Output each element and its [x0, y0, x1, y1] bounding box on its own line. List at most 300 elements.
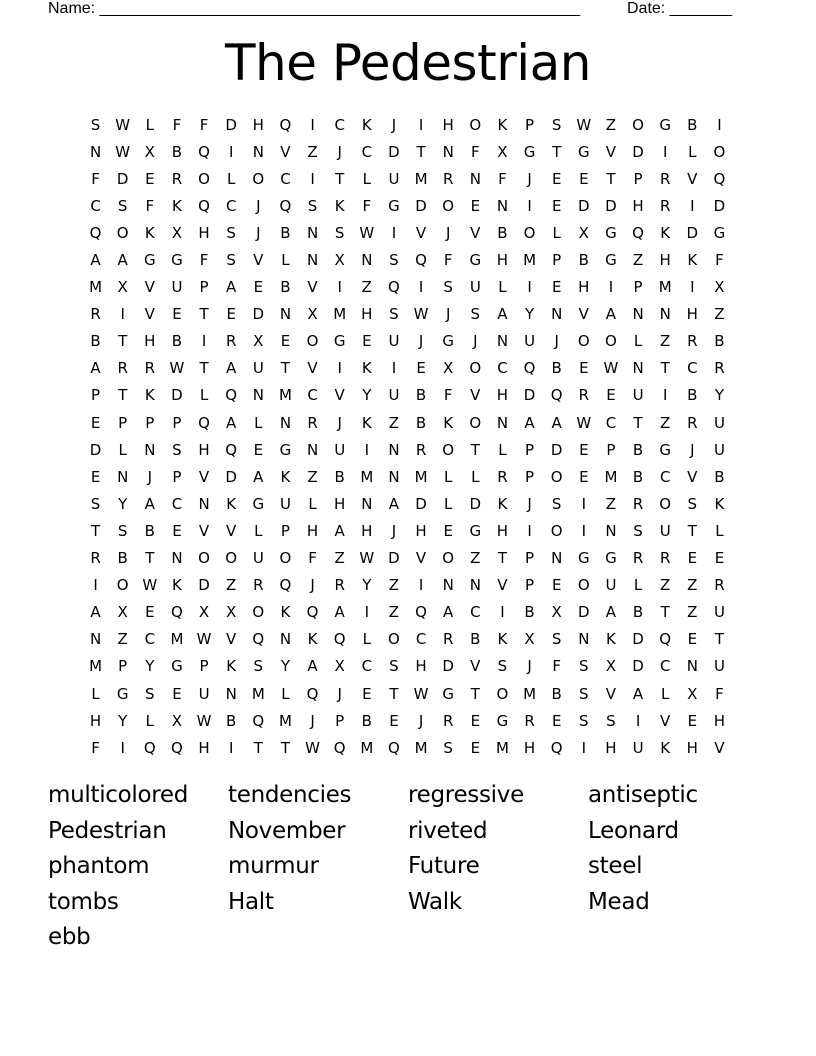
grid-letter: H	[198, 738, 210, 757]
grid-letter: P	[525, 549, 535, 568]
grid-letter: P	[525, 576, 535, 595]
word-bank-item: Leonard	[588, 817, 679, 844]
grid-letter: O	[116, 223, 129, 242]
grid-letter: M	[414, 467, 428, 486]
grid-letter: B	[497, 223, 508, 242]
grid-letter: I	[201, 332, 207, 351]
grid-letter: E	[362, 684, 372, 703]
grid-letter: F	[91, 169, 100, 188]
grid-letter: I	[228, 142, 234, 161]
grid-letter: C	[659, 467, 671, 486]
grid-letter: A	[90, 603, 101, 622]
grid-letter: V	[198, 521, 210, 540]
grid-letter: R	[334, 576, 345, 595]
grid-letter: N	[551, 549, 563, 568]
grid-letter: A	[144, 494, 155, 513]
grid-letter: G	[578, 142, 590, 161]
grid-letter: H	[415, 657, 427, 676]
grid-letter: E	[687, 549, 698, 568]
grid-letter: Z	[714, 305, 725, 324]
grid-letter: W	[196, 630, 212, 649]
grid-letter: B	[144, 521, 155, 540]
grid-letter: H	[686, 305, 698, 324]
grid-letter: S	[606, 711, 616, 730]
grid-letter: M	[658, 278, 672, 297]
grid-letter: I	[120, 305, 125, 324]
grid-letter: B	[578, 251, 589, 270]
grid-letter: F	[715, 251, 724, 270]
grid-letter: W	[196, 711, 212, 730]
grid-letter: L	[633, 576, 643, 595]
grid-letter: N	[469, 576, 481, 595]
grid-letter: I	[690, 278, 695, 297]
word-bank-item: tendencies	[228, 782, 352, 808]
grid-letter: T	[145, 549, 155, 568]
grid-letter: H	[144, 332, 156, 351]
grid-letter: S	[579, 684, 589, 703]
grid-letter: B	[280, 223, 291, 242]
grid-letter: X	[198, 603, 210, 622]
grid-letter: I	[527, 521, 532, 540]
grid-letter: C	[687, 359, 698, 378]
grid-letter: B	[280, 278, 291, 297]
grid-letter: K	[361, 359, 372, 378]
grid-letter: P	[199, 278, 209, 297]
grid-letter: K	[660, 738, 671, 757]
grid-letter: T	[660, 359, 670, 378]
grid-letter: K	[660, 223, 671, 242]
grid-letter: B	[415, 386, 427, 405]
grid-letter: R	[524, 711, 535, 730]
grid-letter: D	[686, 223, 699, 242]
grid-letter: I	[527, 196, 532, 215]
grid-letter: N	[496, 413, 509, 432]
grid-letter: B	[714, 332, 725, 351]
grid-letter: N	[605, 521, 617, 540]
word-bank-item: Walk	[408, 888, 462, 915]
grid-letter: N	[686, 657, 698, 676]
grid-letter: S	[551, 115, 562, 134]
grid-letter: W	[413, 684, 429, 703]
grid-letter: B	[687, 115, 698, 134]
grid-letter: A	[226, 413, 237, 432]
grid-letter: B	[226, 711, 237, 730]
grid-letter: O	[577, 332, 590, 351]
page-title: The Pedestrian	[225, 34, 591, 92]
grid-letter: Q	[252, 711, 265, 730]
grid-letter: T	[687, 521, 697, 540]
grid-letter: N	[659, 305, 671, 324]
grid-letter: L	[688, 142, 697, 161]
grid-letter: E	[90, 467, 101, 486]
grid-letter: Z	[388, 413, 400, 432]
grid-letter: A	[388, 494, 400, 513]
grid-letter: V	[687, 169, 698, 188]
grid-letter: D	[578, 603, 590, 622]
grid-letter: I	[120, 738, 125, 757]
grid-letter: Y	[362, 386, 372, 405]
grid-letter: Z	[334, 549, 345, 568]
grid-letter: L	[281, 251, 290, 270]
grid-letter: J	[337, 684, 342, 703]
grid-letter: T	[714, 630, 725, 649]
grid-letter: Z	[470, 549, 481, 568]
grid-letter: Q	[143, 738, 156, 757]
grid-letter: V	[470, 223, 481, 242]
grid-letter: S	[579, 657, 589, 676]
grid-letter: W	[359, 549, 375, 568]
grid-letter: E	[551, 711, 562, 730]
grid-letter: A	[605, 305, 617, 324]
grid-letter: O	[550, 467, 563, 486]
grid-letter: X	[687, 684, 698, 703]
grid-letter: J	[690, 440, 695, 459]
grid-letter: K	[497, 494, 508, 513]
grid-letter: L	[254, 521, 263, 540]
grid-letter: C	[361, 142, 373, 161]
grid-letter: I	[418, 115, 424, 134]
grid-letter: S	[579, 711, 589, 730]
grid-letter: Q	[198, 142, 210, 161]
grid-letter: M	[360, 467, 374, 486]
grid-letter: H	[496, 521, 509, 540]
grid-letter: Y	[280, 657, 291, 676]
grid-letter: I	[717, 115, 722, 134]
grid-letter: O	[442, 440, 455, 459]
grid-letter: R	[497, 467, 508, 486]
grid-letter: E	[470, 738, 481, 757]
grid-letter: R	[90, 305, 101, 324]
grid-letter: D	[578, 196, 590, 215]
grid-letter: V	[144, 305, 155, 324]
grid-letter: T	[118, 332, 128, 351]
grid-letter: R	[90, 549, 101, 568]
grid-letter: Z	[687, 576, 698, 595]
grid-letter: R	[659, 549, 671, 568]
grid-letter: B	[171, 142, 183, 161]
grid-letter: K	[226, 494, 237, 513]
grid-letter: E	[551, 169, 562, 188]
grid-letter: D	[415, 196, 427, 215]
grid-letter: X	[497, 142, 508, 161]
grid-letter: U	[469, 278, 481, 297]
grid-letter: A	[443, 603, 454, 622]
grid-letter: G	[252, 494, 265, 513]
grid-letter: E	[362, 332, 372, 351]
grid-letter: T	[280, 359, 291, 378]
grid-letter: Z	[605, 115, 617, 134]
grid-letter: C	[470, 603, 481, 622]
grid-letter: N	[117, 467, 129, 486]
word-bank-item: November	[228, 817, 346, 844]
grid-letter: M	[333, 305, 347, 324]
grid-letter: E	[172, 684, 182, 703]
grid-letter: W	[576, 115, 592, 134]
grid-letter: H	[496, 386, 509, 405]
grid-letter: H	[334, 494, 346, 513]
grid-letter: O	[252, 603, 265, 622]
grid-letter: X	[524, 630, 535, 649]
grid-letter: J	[445, 305, 451, 324]
grid-letter: N	[388, 440, 400, 459]
grid-letter: L	[254, 413, 263, 432]
grid-letter: S	[334, 223, 345, 242]
grid-letter: W	[115, 115, 131, 134]
grid-letter: F	[715, 684, 724, 703]
grid-letter: U	[713, 657, 725, 676]
grid-letter: S	[307, 196, 318, 215]
grid-letter: Q	[333, 738, 346, 757]
grid-letter: O	[523, 223, 536, 242]
grid-letter: O	[306, 332, 319, 351]
grid-letter: J	[445, 223, 451, 242]
grid-letter: J	[527, 657, 532, 676]
grid-letter: D	[605, 196, 617, 215]
grid-letter: F	[308, 549, 317, 568]
grid-letter: V	[415, 223, 427, 242]
grid-letter: N	[442, 576, 454, 595]
grid-letter: Q	[306, 603, 319, 622]
grid-letter: A	[117, 251, 128, 270]
grid-letter: K	[497, 630, 508, 649]
grid-letter: Z	[388, 576, 400, 595]
grid-letter: D	[523, 386, 536, 405]
grid-letter: O	[659, 494, 672, 513]
grid-letter: D	[388, 549, 400, 568]
grid-letter: X	[117, 603, 128, 622]
grid-letter: S	[90, 494, 101, 513]
grid-letter: O	[577, 576, 590, 595]
grid-letter: X	[334, 657, 345, 676]
grid-letter: I	[662, 142, 668, 161]
grid-letter: I	[608, 278, 614, 297]
grid-letter: I	[581, 494, 587, 513]
grid-letter: Z	[388, 603, 400, 622]
grid-letter: I	[635, 711, 641, 730]
grid-letter: G	[605, 549, 617, 568]
grid-letter: K	[361, 115, 372, 134]
word-bank-item: steel	[588, 853, 643, 879]
grid-letter: B	[334, 467, 345, 486]
grid-letter: C	[144, 630, 156, 649]
grid-letter: V	[497, 576, 508, 595]
grid-letter: N	[306, 251, 319, 270]
grid-letter: V	[660, 711, 671, 730]
grid-letter: I	[581, 521, 587, 540]
grid-letter: X	[171, 223, 183, 242]
grid-letter: E	[687, 630, 698, 649]
grid-letter: L	[145, 711, 154, 730]
grid-letter: Z	[660, 332, 671, 351]
grid-letter: P	[335, 711, 345, 730]
grid-letter: Q	[198, 196, 210, 215]
grid-letter: B	[415, 413, 427, 432]
grid-letter: A	[334, 603, 345, 622]
grid-letter: A	[226, 278, 237, 297]
grid-letter: N	[306, 223, 319, 242]
grid-letter: M	[604, 467, 618, 486]
grid-letter: D	[225, 115, 237, 134]
grid-letter: S	[253, 657, 264, 676]
grid-letter: Q	[171, 738, 183, 757]
grid-letter: O	[116, 576, 129, 595]
grid-letter: J	[527, 494, 532, 513]
grid-letter: J	[527, 169, 532, 188]
grid-letter: T	[552, 142, 562, 161]
grid-letter: I	[581, 738, 587, 757]
grid-letter: L	[227, 169, 236, 188]
grid-letter: B	[524, 603, 535, 622]
grid-letter: O	[605, 332, 617, 351]
grid-letter: A	[605, 603, 617, 622]
grid-letter: K	[144, 223, 155, 242]
grid-letter: G	[605, 223, 617, 242]
grid-letter: P	[91, 386, 101, 405]
grid-letter: I	[310, 115, 315, 134]
grid-letter: N	[252, 386, 264, 405]
grid-letter: D	[469, 494, 482, 513]
grid-letter: H	[415, 521, 427, 540]
grid-letter: S	[389, 657, 399, 676]
word-bank-item: regressive	[408, 782, 524, 808]
grid-letter: I	[418, 278, 424, 297]
grid-letter: H	[605, 738, 617, 757]
grid-letter: Q	[415, 251, 427, 270]
grid-letter: I	[527, 278, 532, 297]
grid-letter: G	[116, 684, 129, 703]
word-bank-item: Pedestrian	[48, 817, 167, 844]
grid-letter: E	[551, 278, 562, 297]
grid-letter: K	[144, 386, 155, 405]
grid-letter: Q	[252, 630, 265, 649]
grid-letter: R	[714, 576, 725, 595]
date-field-label: Date: _______	[627, 0, 732, 17]
grid-letter: X	[307, 305, 318, 324]
grid-letter: I	[391, 223, 397, 242]
grid-letter: Q	[415, 603, 427, 622]
grid-letter: N	[279, 630, 292, 649]
grid-letter: X	[117, 278, 128, 297]
grid-letter: P	[118, 413, 128, 432]
grid-letter: S	[117, 521, 128, 540]
grid-letter: U	[713, 440, 725, 459]
grid-letter: G	[469, 251, 482, 270]
grid-letter: Y	[118, 494, 128, 513]
grid-letter: G	[171, 657, 183, 676]
grid-letter: F	[172, 115, 182, 134]
word-bank-item: riveted	[408, 817, 488, 844]
grid-letter: N	[306, 440, 319, 459]
grid-letter: W	[413, 305, 429, 324]
grid-letter: G	[442, 332, 454, 351]
grid-letter: N	[469, 169, 481, 188]
grid-letter: W	[576, 413, 592, 432]
grid-letter: J	[473, 332, 478, 351]
grid-letter: E	[416, 359, 426, 378]
grid-letter: V	[605, 684, 617, 703]
grid-letter: D	[252, 305, 265, 324]
grid-letter: G	[171, 251, 183, 270]
grid-letter: O	[198, 169, 210, 188]
grid-letter: Q	[632, 223, 644, 242]
grid-letter: E	[443, 521, 453, 540]
grid-letter: T	[606, 169, 616, 188]
grid-letter: N	[442, 142, 454, 161]
grid-letter: J	[337, 413, 342, 432]
grid-letter: I	[228, 738, 234, 757]
grid-letter: E	[90, 413, 101, 432]
grid-letter: T	[280, 738, 291, 757]
grid-letter: F	[91, 738, 100, 757]
grid-letter: P	[525, 467, 535, 486]
grid-letter: C	[90, 196, 101, 215]
grid-letter: D	[171, 386, 183, 405]
grid-letter: F	[145, 196, 155, 215]
grid-letter: D	[632, 657, 644, 676]
grid-letter: R	[442, 169, 454, 188]
word-bank-item: murmur	[228, 853, 319, 879]
grid-letter: T	[389, 684, 399, 703]
grid-letter: T	[497, 549, 508, 568]
grid-letter: N	[388, 467, 400, 486]
grid-letter: R	[307, 413, 318, 432]
grid-letter: F	[199, 115, 209, 134]
name-field-label: Name: ______________________________________________________	[48, 0, 581, 17]
grid-letter: I	[391, 359, 397, 378]
grid-letter: E	[172, 521, 182, 540]
grid-letter: U	[388, 332, 400, 351]
grid-letter: H	[578, 278, 590, 297]
grid-letter: B	[632, 467, 644, 486]
grid-letter: H	[686, 738, 698, 757]
grid-letter: V	[415, 549, 427, 568]
grid-letter: J	[418, 332, 424, 351]
grid-letter: V	[198, 467, 210, 486]
grid-letter: U	[334, 440, 346, 459]
grid-letter: I	[690, 196, 695, 215]
grid-letter: N	[361, 251, 373, 270]
grid-letter: U	[198, 684, 210, 703]
grid-letter: Z	[307, 142, 318, 161]
grid-letter: S	[389, 251, 399, 270]
grid-letter: L	[444, 494, 453, 513]
grid-letter: B	[551, 684, 562, 703]
grid-letter: E	[579, 440, 589, 459]
grid-letter: M	[89, 278, 103, 297]
grid-letter: R	[687, 332, 698, 351]
grid-letter: I	[418, 576, 424, 595]
grid-letter: X	[253, 332, 264, 351]
grid-letter: W	[603, 359, 619, 378]
grid-letter: M	[523, 684, 537, 703]
grid-letter: G	[442, 684, 454, 703]
grid-letter: Q	[550, 386, 563, 405]
grid-letter: R	[714, 359, 725, 378]
grid-letter: E	[714, 549, 725, 568]
grid-letter: N	[89, 630, 102, 649]
grid-letter: P	[606, 440, 616, 459]
grid-letter: V	[226, 630, 237, 649]
grid-letter: Q	[388, 738, 400, 757]
grid-letter: L	[281, 684, 290, 703]
grid-letter: S	[443, 738, 453, 757]
grid-letter: L	[498, 278, 507, 297]
grid-letter: Q	[333, 630, 346, 649]
grid-letter: C	[280, 169, 291, 188]
grid-letter: L	[444, 467, 453, 486]
grid-letter: D	[550, 440, 563, 459]
grid-letter: V	[470, 657, 481, 676]
